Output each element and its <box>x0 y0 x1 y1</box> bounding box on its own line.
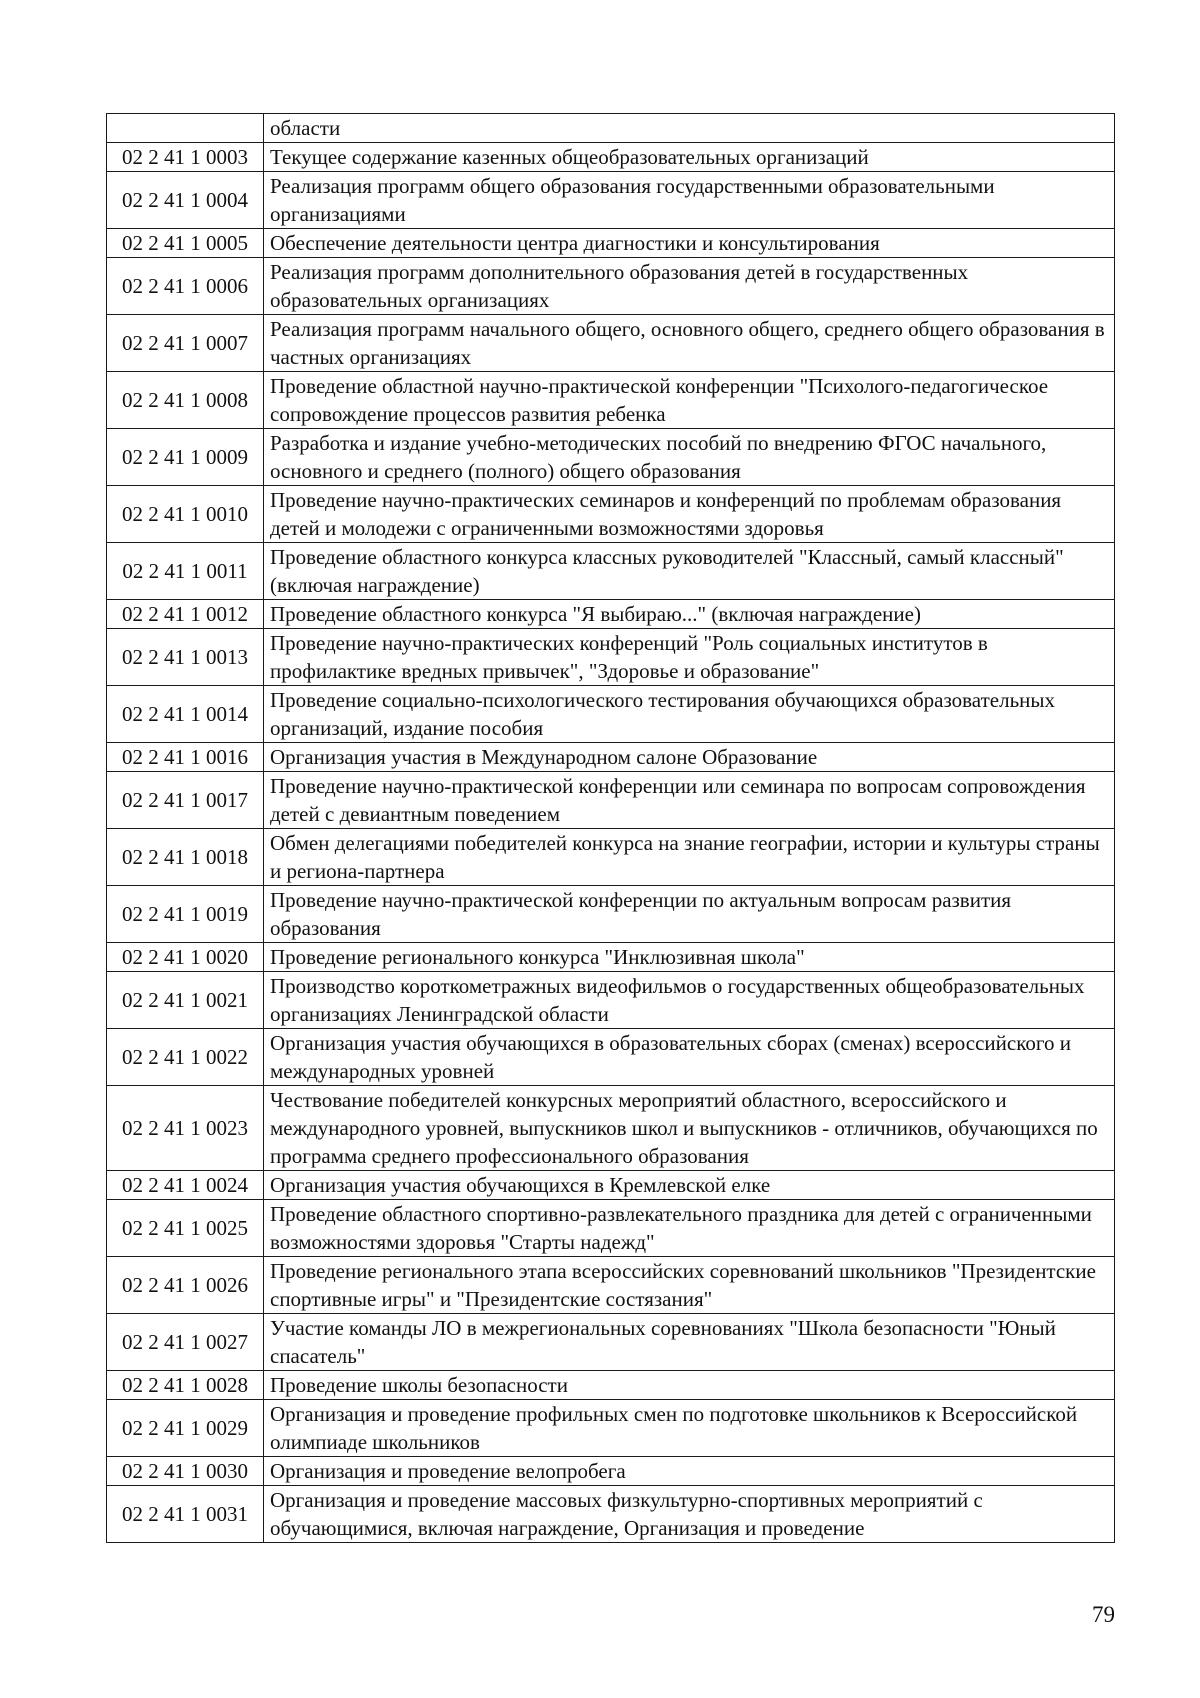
table-row <box>107 1314 1115 1371</box>
description-cell: Организация участия обучающихся в образовательных сборах (сменах) всероссийского и международных уровней <box>264 1029 1115 1086</box>
table-row <box>107 943 1115 972</box>
budget-code-cell: 02 2 41 1 0019 <box>107 886 264 943</box>
table-row <box>107 772 1115 829</box>
description-cell: Реализация программ начального общего, основного общего, среднего общего образования в частных организациях <box>264 315 1115 372</box>
table-row <box>107 543 1115 600</box>
description-cell: Участие команды ЛО в межрегиональных соревнованиях "Школа безопасности "Юный спасатель" <box>264 1314 1115 1371</box>
description-cell: Реализация программ общего образования государственными образовательными организациями <box>264 172 1115 229</box>
budget-code-cell <box>107 114 264 143</box>
description-cell: Текущее содержание казенных общеобразовательных организаций <box>264 143 1115 172</box>
budget-code-cell: 02 2 41 1 0017 <box>107 772 264 829</box>
table-row <box>107 1371 1115 1400</box>
budget-code-cell: 02 2 41 1 0008 <box>107 372 264 429</box>
description-cell: Проведение научно-практических семинаров и конференций по проблемам образования детей и молодежи с ограниченными возможностями здоровья <box>264 486 1115 543</box>
table-row <box>107 1029 1115 1086</box>
table-row <box>107 258 1115 315</box>
table-row <box>107 1086 1115 1171</box>
table-row <box>107 743 1115 772</box>
description-cell: Проведение школы безопасности <box>264 1371 1115 1400</box>
table-row <box>107 829 1115 886</box>
table-row <box>107 629 1115 686</box>
description-cell: Обмен делегациями победителей конкурса на знание географии, истории и культуры страны и региона-партнера <box>264 829 1115 886</box>
description-cell: Проведение регионального этапа всероссийских соревнований школьников "Президентские спортивные игры" и "Президентские состязания" <box>264 1257 1115 1314</box>
table-row <box>107 600 1115 629</box>
table-row <box>107 229 1115 258</box>
budget-code-cell: 02 2 41 1 0007 <box>107 315 264 372</box>
budget-code-table <box>106 113 1115 1543</box>
table-row <box>107 1400 1115 1457</box>
budget-code-cell: 02 2 41 1 0022 <box>107 1029 264 1086</box>
description-cell: Чествование победителей конкурсных мероприятий областного, всероссийского и международного уровней, выпускников школ и выпускников - отличников, обучающихся по программа среднего профессионального образования <box>264 1086 1115 1171</box>
budget-code-cell: 02 2 41 1 0011 <box>107 543 264 600</box>
budget-code-cell: 02 2 41 1 0023 <box>107 1086 264 1171</box>
description-cell: Организация участия в Международном салоне Образование <box>264 743 1115 772</box>
budget-code-cell: 02 2 41 1 0026 <box>107 1257 264 1314</box>
table-row <box>107 1486 1115 1543</box>
budget-code-cell: 02 2 41 1 0018 <box>107 829 264 886</box>
budget-code-cell: 02 2 41 1 0020 <box>107 943 264 972</box>
budget-code-cell: 02 2 41 1 0005 <box>107 229 264 258</box>
budget-code-cell: 02 2 41 1 0029 <box>107 1400 264 1457</box>
description-cell: Проведение научно-практических конференций "Роль социальных институтов в профилактике вредных привычек", "Здоровье и образование" <box>264 629 1115 686</box>
table-row <box>107 886 1115 943</box>
table-row <box>107 972 1115 1029</box>
budget-code-cell: 02 2 41 1 0025 <box>107 1200 264 1257</box>
description-cell: Организация и проведение массовых физкультурно-спортивных мероприятий с обучающимися, включая награждение, Организация и проведение <box>264 1486 1115 1543</box>
budget-code-cell: 02 2 41 1 0013 <box>107 629 264 686</box>
description-cell: Проведение областного конкурса "Я выбираю..." (включая награждение) <box>264 600 1115 629</box>
budget-code-cell: 02 2 41 1 0014 <box>107 686 264 743</box>
budget-code-cell: 02 2 41 1 0010 <box>107 486 264 543</box>
page-number: 79 <box>1092 1602 1115 1627</box>
budget-code-cell: 02 2 41 1 0012 <box>107 600 264 629</box>
description-cell: Проведение регионального конкурса "Инклюзивная школа" <box>264 943 1115 972</box>
description-cell: Проведение научно-практической конференции или семинара по вопросам сопровождения детей с девиантным поведением <box>264 772 1115 829</box>
budget-code-cell: 02 2 41 1 0009 <box>107 429 264 486</box>
table-row <box>107 143 1115 172</box>
description-cell: Обеспечение деятельности центра диагностики и консультирования <box>264 229 1115 258</box>
description-cell: Разработка и издание учебно-методических пособий по внедрению ФГОС начального, основного и среднего (полного) общего образования <box>264 429 1115 486</box>
description-cell: Реализация программ дополнительного образования детей в государственных образовательных организациях <box>264 258 1115 315</box>
description-cell: Организация и проведение велопробега <box>264 1457 1115 1486</box>
budget-code-cell: 02 2 41 1 0006 <box>107 258 264 315</box>
description-cell: Проведение научно-практической конференции по актуальным вопросам развития образования <box>264 886 1115 943</box>
table-row <box>107 1200 1115 1257</box>
budget-code-cell: 02 2 41 1 0031 <box>107 1486 264 1543</box>
table-row <box>107 372 1115 429</box>
table-row <box>107 486 1115 543</box>
description-cell: Проведение социально-психологического тестирования обучающихся образовательных организаций, издание пособия <box>264 686 1115 743</box>
table-row <box>107 114 1115 143</box>
table-row <box>107 315 1115 372</box>
table-row <box>107 686 1115 743</box>
description-cell: Проведение областного конкурса классных руководителей "Классный, самый классный" (включая награждение) <box>264 543 1115 600</box>
table-row <box>107 1457 1115 1486</box>
budget-code-cell: 02 2 41 1 0021 <box>107 972 264 1029</box>
budget-code-cell: 02 2 41 1 0028 <box>107 1371 264 1400</box>
budget-code-cell: 02 2 41 1 0027 <box>107 1314 264 1371</box>
budget-code-cell: 02 2 41 1 0004 <box>107 172 264 229</box>
table-row <box>107 172 1115 229</box>
description-cell: области <box>264 114 1115 143</box>
description-cell: Проведение областного спортивно-развлекательного праздника для детей с ограниченными возможностями здоровья "Старты надежд" <box>264 1200 1115 1257</box>
budget-code-cell: 02 2 41 1 0003 <box>107 143 264 172</box>
budget-code-cell: 02 2 41 1 0030 <box>107 1457 264 1486</box>
budget-code-cell: 02 2 41 1 0016 <box>107 743 264 772</box>
description-cell: Организация и проведение профильных смен по подготовке школьников к Всероссийской олимпиаде школьников <box>264 1400 1115 1457</box>
table-row <box>107 429 1115 486</box>
description-cell: Производство короткометражных видеофильмов о государственных общеобразовательных организациях Ленинградской области <box>264 972 1115 1029</box>
table-body <box>107 114 1115 1543</box>
description-cell: Организация участия обучающихся в Кремлевской елке <box>264 1171 1115 1200</box>
description-cell: Проведение областной научно-практической конференции "Психолого-педагогическое сопровождение процессов развития ребенка <box>264 372 1115 429</box>
table-row <box>107 1171 1115 1200</box>
table-row <box>107 1257 1115 1314</box>
budget-code-cell: 02 2 41 1 0024 <box>107 1171 264 1200</box>
